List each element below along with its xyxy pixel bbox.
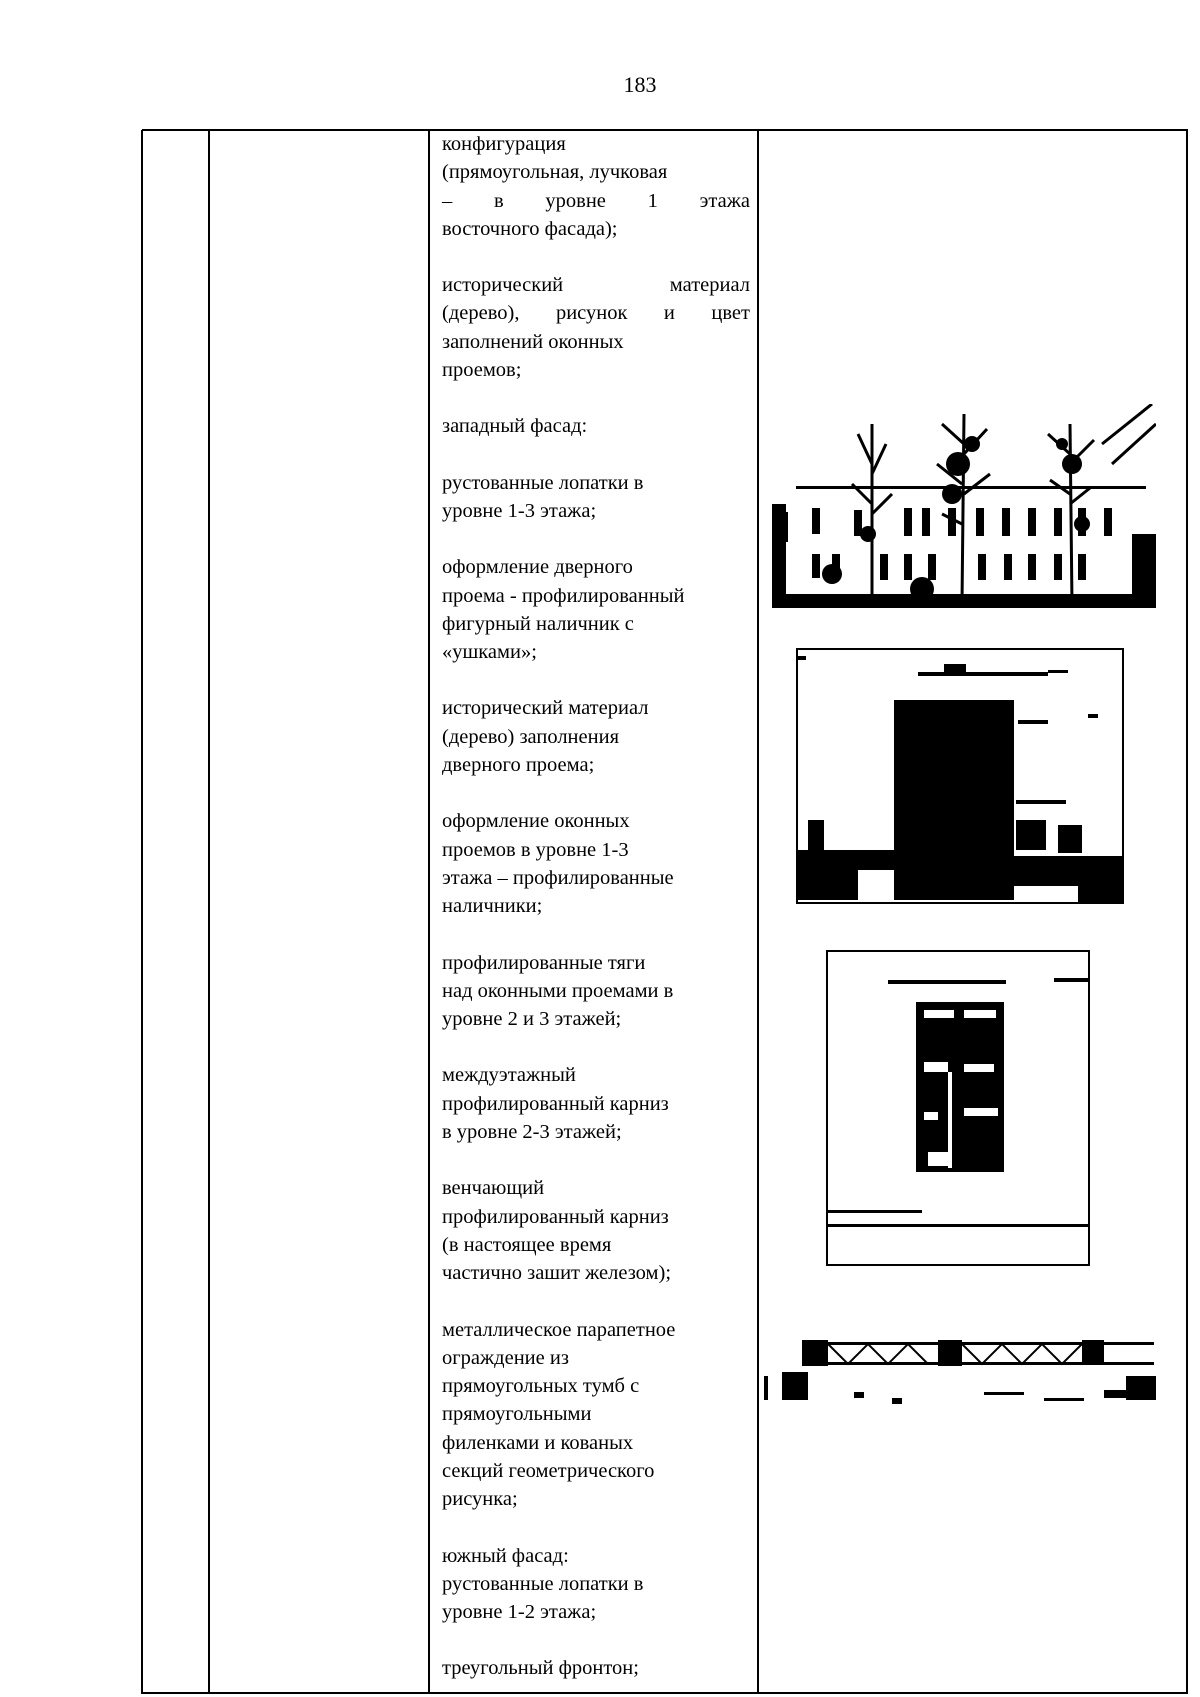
word: этажа: [699, 189, 750, 212]
table-col-border-5: [1186, 130, 1188, 1694]
text-line: южный фасад:: [442, 1544, 569, 1567]
text-line: филенками и кованых: [442, 1431, 634, 1454]
word: материал: [669, 274, 750, 297]
text-line: наличники;: [442, 895, 543, 918]
door-illustration: [798, 650, 1122, 902]
word: (дерево),: [442, 302, 520, 325]
word: рисунок: [555, 302, 628, 325]
text-line: «ушками»;: [442, 641, 537, 664]
text-line: секций геометрического: [442, 1459, 655, 1482]
text-line: проема - профилированный: [442, 584, 685, 607]
word: –: [442, 189, 453, 212]
text-line: уровне 2 и 3 этажей;: [442, 1008, 622, 1031]
text-line: треугольный фронтон;: [442, 1657, 639, 1680]
word: и: [663, 302, 675, 325]
paragraph-interfloor-cornice: [442, 1061, 750, 1146]
paragraph-parapet-fence: [442, 1316, 750, 1514]
text-line: прямоугольными: [442, 1403, 592, 1426]
paragraph-window-configuration: [442, 130, 750, 243]
text-line: конфигурация: [442, 133, 566, 155]
text-line: уровне 1-3 этажа;: [442, 499, 597, 522]
photo-west-facade: [772, 404, 1156, 608]
paragraph-historic-window-material: [442, 271, 750, 384]
text-line: дверного проема;: [442, 754, 595, 777]
text-line: рисунка;: [442, 1488, 518, 1511]
text-line: оформление дверного: [442, 556, 633, 579]
text-line: (прямоугольная, лучковая: [442, 161, 668, 184]
text-line: междуэтажный: [442, 1064, 576, 1087]
photo-parapet: [764, 1332, 1156, 1406]
text-line: профилированные тяги: [442, 951, 646, 974]
text-line-justified: [442, 271, 750, 299]
text-line: венчающий: [442, 1177, 545, 1200]
paragraph-rusticated-pilasters: [442, 469, 750, 526]
text-line: профилированный карниз: [442, 1092, 669, 1115]
text-line: (в настоящее время: [442, 1233, 612, 1256]
paragraph-south-facade: [442, 1542, 750, 1627]
window-illustration: [828, 952, 1088, 1264]
table-bottom-border: [142, 1692, 1188, 1694]
text-line: уровне 1-2 этажа;: [442, 1601, 597, 1624]
table-col-border-4: [757, 130, 759, 1694]
text-line: в уровне 2-3 этажей;: [442, 1121, 622, 1144]
text-line: проемов в уровне 1-3: [442, 838, 629, 861]
word: уровне: [545, 189, 606, 212]
text-line: над оконными проемами в: [442, 979, 674, 1002]
text-line-justified: [442, 299, 750, 327]
table-col-border-3: [428, 130, 430, 1694]
west-facade-illustration: [772, 404, 1156, 608]
text-line: (дерево) заполнения: [442, 725, 619, 748]
text-line: заполнений оконных: [442, 330, 624, 353]
text-line: прямоугольных тумб с: [442, 1375, 640, 1398]
text-line: западный фасад:: [442, 415, 588, 438]
text-line: проемов;: [442, 359, 522, 382]
word: в: [493, 189, 504, 212]
text-line: этажа – профилированные: [442, 866, 674, 889]
text-line: фигурный наличник с: [442, 612, 634, 635]
paragraph-window-surrounds: [442, 807, 750, 920]
text-line: ограждение из: [442, 1346, 569, 1369]
text-line: профилированный карниз: [442, 1205, 669, 1228]
description-column: [442, 130, 750, 1683]
page-number: 183: [623, 72, 657, 97]
text-line: металлическое парапетное: [442, 1318, 676, 1341]
paragraph-west-facade-heading: [442, 412, 750, 440]
word: исторический: [442, 274, 564, 297]
word: цвет: [711, 302, 750, 325]
text-line: оформление оконных: [442, 810, 630, 833]
word: 1: [647, 189, 658, 212]
text-line: восточного фасада);: [442, 217, 618, 240]
paragraph-profiled-rods: [442, 949, 750, 1034]
table-col-border-2: [208, 130, 210, 1694]
photo-door: [796, 648, 1124, 904]
paragraph-triangular-pediment: [442, 1654, 750, 1682]
paragraph-crowning-cornice: [442, 1174, 750, 1287]
paragraph-door-material: [442, 694, 750, 779]
text-line: рустованные лопатки в: [442, 1572, 644, 1595]
photo-window: [826, 950, 1090, 1266]
parapet-illustration: [764, 1332, 1156, 1406]
text-line: исторический материал: [442, 697, 649, 720]
table-col-border-1: [141, 130, 143, 1694]
paragraph-door-design: [442, 553, 750, 666]
text-line: частично зашит железом);: [442, 1262, 672, 1285]
text-line-justified: [442, 187, 750, 215]
text-line: рустованные лопатки в: [442, 471, 644, 494]
